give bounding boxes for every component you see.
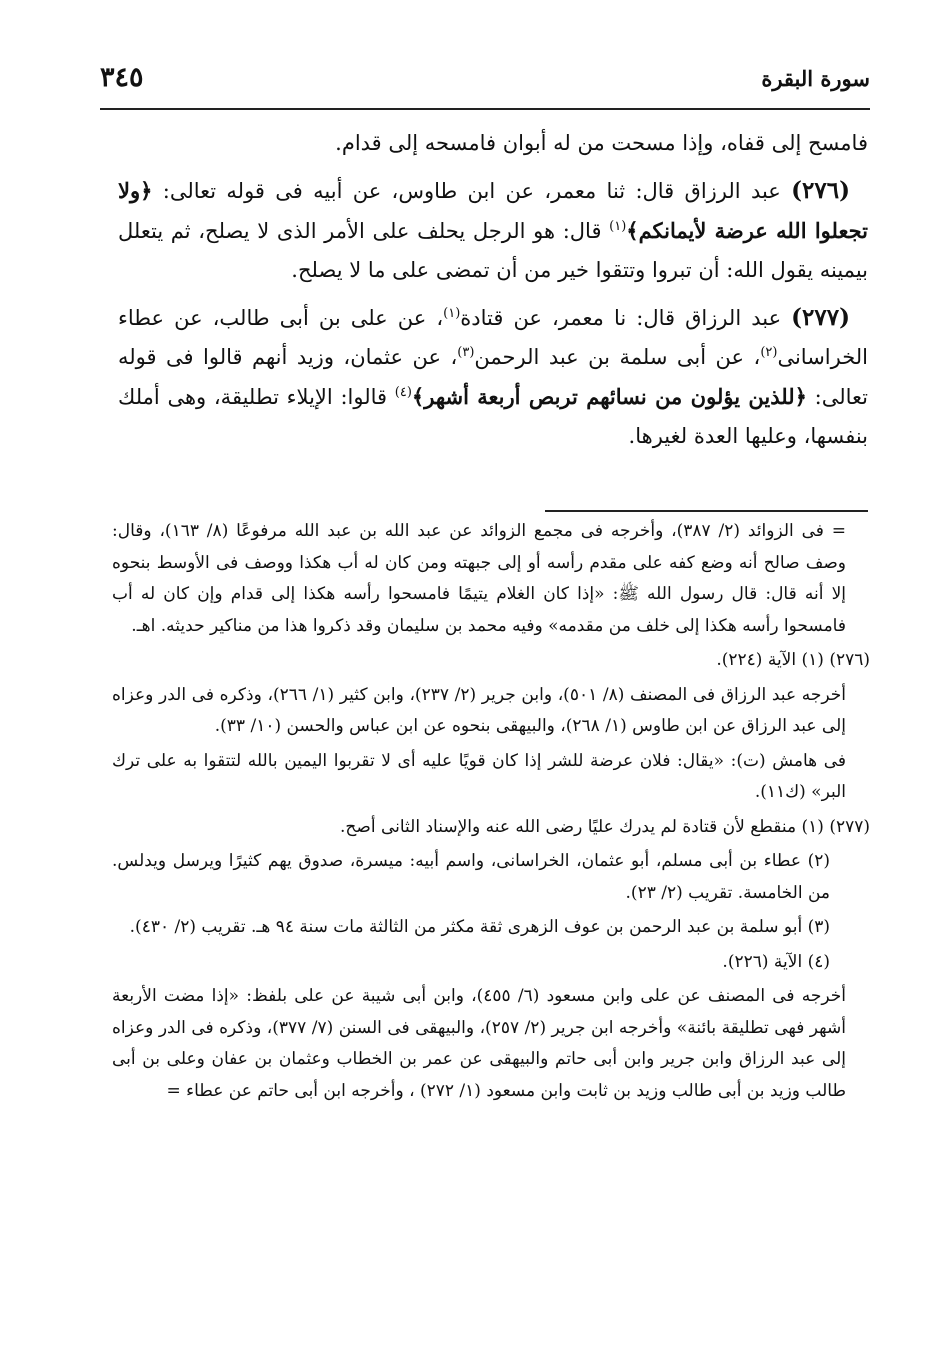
hadith-276	[118, 171, 868, 290]
hadith-text: عبد الرزاق قال: نا معمر، عن قتادة	[460, 306, 792, 330]
paragraph-continuation: فامسح إلى قفاه، وإذا مسحت من له أبوان فامسحه إلى قدام.	[335, 131, 868, 155]
footnote-277-2: (٢) عطاء بن أبى مسلم، أبو عثمان، الخراسانى، واسم أبيه: ميسرة، صدوق يهم كثيرًا ويرسل ويدلس. من الخامسة. تقريب (٢/ ٢٣).	[112, 851, 830, 903]
hadith-text: قالوا: الإيلاء تطليقة، وهى أملك بنفسها، وعليها العدة لغيرها.	[118, 385, 868, 448]
footnote-continued: = فى الزوائد (٢/ ٣٨٧)، وأخرجه فى مجمع الزوائد عن عبد الله بن عبد الله مرفوعًا (٨/ ١٦٣)، وقال: وصف صالح أنه وضع كفه على مقدم رأسه أو إلى جبهته ومن كان له أب هكذا ووصف فى الأوسط بنحوه إلا أنه قال: قال رسول الله ﷺ: «إذا كان الغلام يتيمًا فامسحوا رأسه هكذا إلى قدام وإن كان له أب فامسحوا رأسه هكذا إلى خلف من مقدمه» وفيه محمد بن سليمان وقد ذكروا هذا من مناكير حديثه. اهـ.	[112, 521, 846, 636]
footnote-label-276: (٢٧٦) (١) الآية (٢٢٤).	[716, 650, 870, 670]
hadith-text: ، عن على بن أبى طالب، عن عطاء الخراسانى	[118, 306, 869, 369]
footnote-ref: (١)	[443, 306, 461, 321]
footnote-277-4: (٤) الآية (٢٢٦).	[722, 951, 830, 972]
hadith-number: (٢٧٦)	[791, 177, 850, 204]
footnote-ref: (١)	[609, 219, 627, 234]
hadith-277	[118, 298, 868, 456]
quran-quote: ﴿ولا تجعلوا الله عرضة لأيمانكم﴾	[118, 178, 868, 243]
footnotes	[112, 516, 870, 1110]
page-number: ٣٤٥	[100, 62, 144, 93]
footnote-ref: (٢)	[760, 345, 778, 360]
footnote-276-hamesh: فى هامش (ت): «يقال: فلان عرضة للشر إذا كان قويًا عليه أى لا تقربوا اليمين بالله لتتقوا به على ترك البر» (ك١١).	[112, 750, 846, 802]
hadith-text: قال: هو الرجل يحلف على الأمر الذى لا يصلح، ثم يتعلل بيمينه يقول الله: أن تبروا وتتقوا خير من أن تمضى على ما لا يصلح.	[118, 219, 868, 282]
footnote-276-1: أخرجه عبد الرزاق فى المصنف (٨/ ٥٠١)، وابن جرير (٢/ ٢٣٧)، وابن كثير (١/ ٢٦٦)، وذكره فى الدر وعزاه إلى عبد الرزاق عن ابن طاوس (١/ ٢٦٨)، والبيهقى بنحوه عن ابن عباس والحسن (١٠/ ٣٣).	[112, 684, 846, 736]
quran-quote: ﴿للذين يؤلون من نسائهم تربص أربعة أشهر﴾	[411, 384, 807, 409]
main-text	[118, 124, 868, 464]
footnote-separator	[545, 510, 868, 512]
footnote-277-3: (٣) أبو سلمة بن عبد الرحمن بن عوف الزهرى ثقة مكثر من الثالثة مات سنة ٩٤ هـ. تقريب (٢/ ٤٣٠).	[129, 917, 830, 937]
hadith-number: (٢٧٧)	[791, 304, 850, 331]
hadith-text: ، عن عثمان، وزيد أنهم قالوا فى قوله تعالى:	[118, 345, 868, 409]
surah-title: سورة البقرة	[761, 66, 870, 91]
footnote-277-1: (٢٧٧) (١) منقطع لأن قتادة لم يدرك عليًا رضى الله عنه والإسناد الثانى أصح.	[340, 816, 870, 837]
header-rule	[100, 108, 870, 110]
hadith-text: ، عن أبى سلمة بن عبد الرحمن	[474, 345, 761, 369]
hadith-text: عبد الرزاق قال: ثنا معمر، عن ابن طاوس، عن أبيه فى قوله تعالى:	[152, 179, 792, 203]
footnote-ref: (٤)	[394, 385, 412, 400]
page-header	[100, 62, 870, 102]
footnote-ref: (٣)	[457, 345, 475, 360]
footnote-277-4-text: أخرجه فى المصنف عن على وابن مسعود (٦/ ٤٥٥)، وابن أبى شيبة عن على بلفظ: «إذا مضت الأربعة أشهر فهى تطليقة بائنة» وأخرجه ابن جرير (٢/ ٢٥٧)، والبيهقى فى السنن (٧/ ٣٧٧)، وذكره فى الدر وعزاه إلى عبد الرزاق وابن جرير وابن أبى حاتم والبيهقى عن عمر بن الخطاب وعثمان بن عفان وعلى بن أبى طالب وزيد بن أبى طالب وزيد بن ثابت وابن مسعود (١/ ٢٧٢) ، وأخرجه ابن أبى حاتم عن عطاء =	[112, 986, 846, 1101]
